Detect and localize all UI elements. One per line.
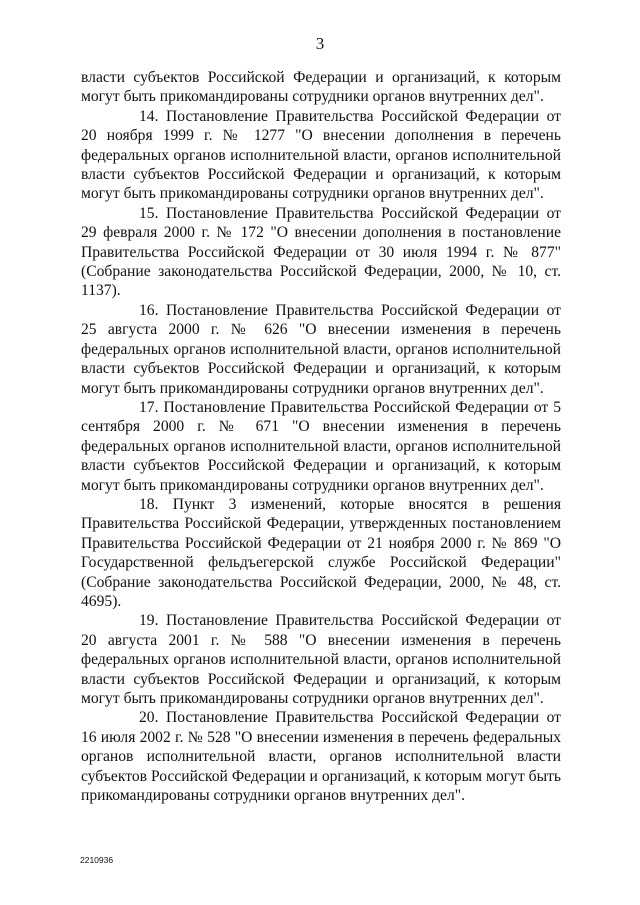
paragraph-item-16: 16. Постановление Правительства Российской Федерации от 25 августа 2000 г. № 626 "О внесении изменения в перечень федеральных органов исполнительной власти, органов исполнительной власти субъектов Российской Федерации и организаций, к которым могут быть прикомандированы сотрудники органов внутренних дел". — [81, 301, 561, 397]
paragraph-item-17: 17. Постановление Правительства Российской Федерации от 5 сентября 2000 г. № 671 "О внесении изменения в перечень федеральных органов исполнительной власти, органов исполнительной власти субъектов Российской Федерации и организаций, к которым могут быть прикомандированы сотрудники органов внутренних дел". — [81, 398, 561, 494]
paragraph-item-20: 20. Постановление Правительства Российской Федерации от 16 июля 2002 г. № 528 "О внесении изменения в перечень федеральных органов исполнительной власти, органов исполнительной власти субъектов Российской Федерации и организаций, к которым могут быть прикомандированы сотрудники органов внутренних дел". — [81, 709, 561, 805]
page-number: 3 — [315, 34, 325, 53]
document-code: 2210936 — [80, 855, 114, 865]
paragraph-continuation: власти субъектов Российской Федерации и организаций, к которым могут быть прикомандированы сотрудники органов внутренних дел". — [81, 69, 561, 106]
paragraph-item-18: 18. Пункт 3 изменений, которые вносятся в решения Правительства Российской Федерации, утвержденных постановлением Правительства Российской Федерации от 21 ноября 2000 г. № 869 "О Государственной фельдъегерской службе Российской Федерации" (Собрание законодательства Российской Федерации, 2000, № 48, ст. 4695). — [81, 495, 561, 610]
document-body — [81, 68, 561, 805]
paragraph-item-19: 19. Постановление Правительства Российской Федерации от 20 августа 2001 г. № 588 "О внесении изменения в перечень федеральных органов исполнительной власти, органов исполнительной власти субъектов Российской Федерации и организаций, к которым могут быть прикомандированы сотрудники органов внутренних дел". — [81, 612, 561, 707]
paragraph-item-14: 14. Постановление Правительства Российской Федерации от 20 ноября 1999 г. № 1277 "О внесении дополнения в перечень федеральных органов исполнительной власти, органов исполнительной власти субъектов Российской Федерации и организаций, к которым могут быть прикомандированы сотрудники органов внутренних дел". — [81, 107, 561, 203]
paragraph-item-15: 15. Постановление Правительства Российской Федерации от 29 февраля 2000 г. № 172 "О внесении дополнения в постановление Правительства Российской Федерации от 30 июля 1994 г. № 877" (Собрание законодательства Российской Федерации, 2000, № 10, ст. 1137). — [81, 204, 561, 300]
